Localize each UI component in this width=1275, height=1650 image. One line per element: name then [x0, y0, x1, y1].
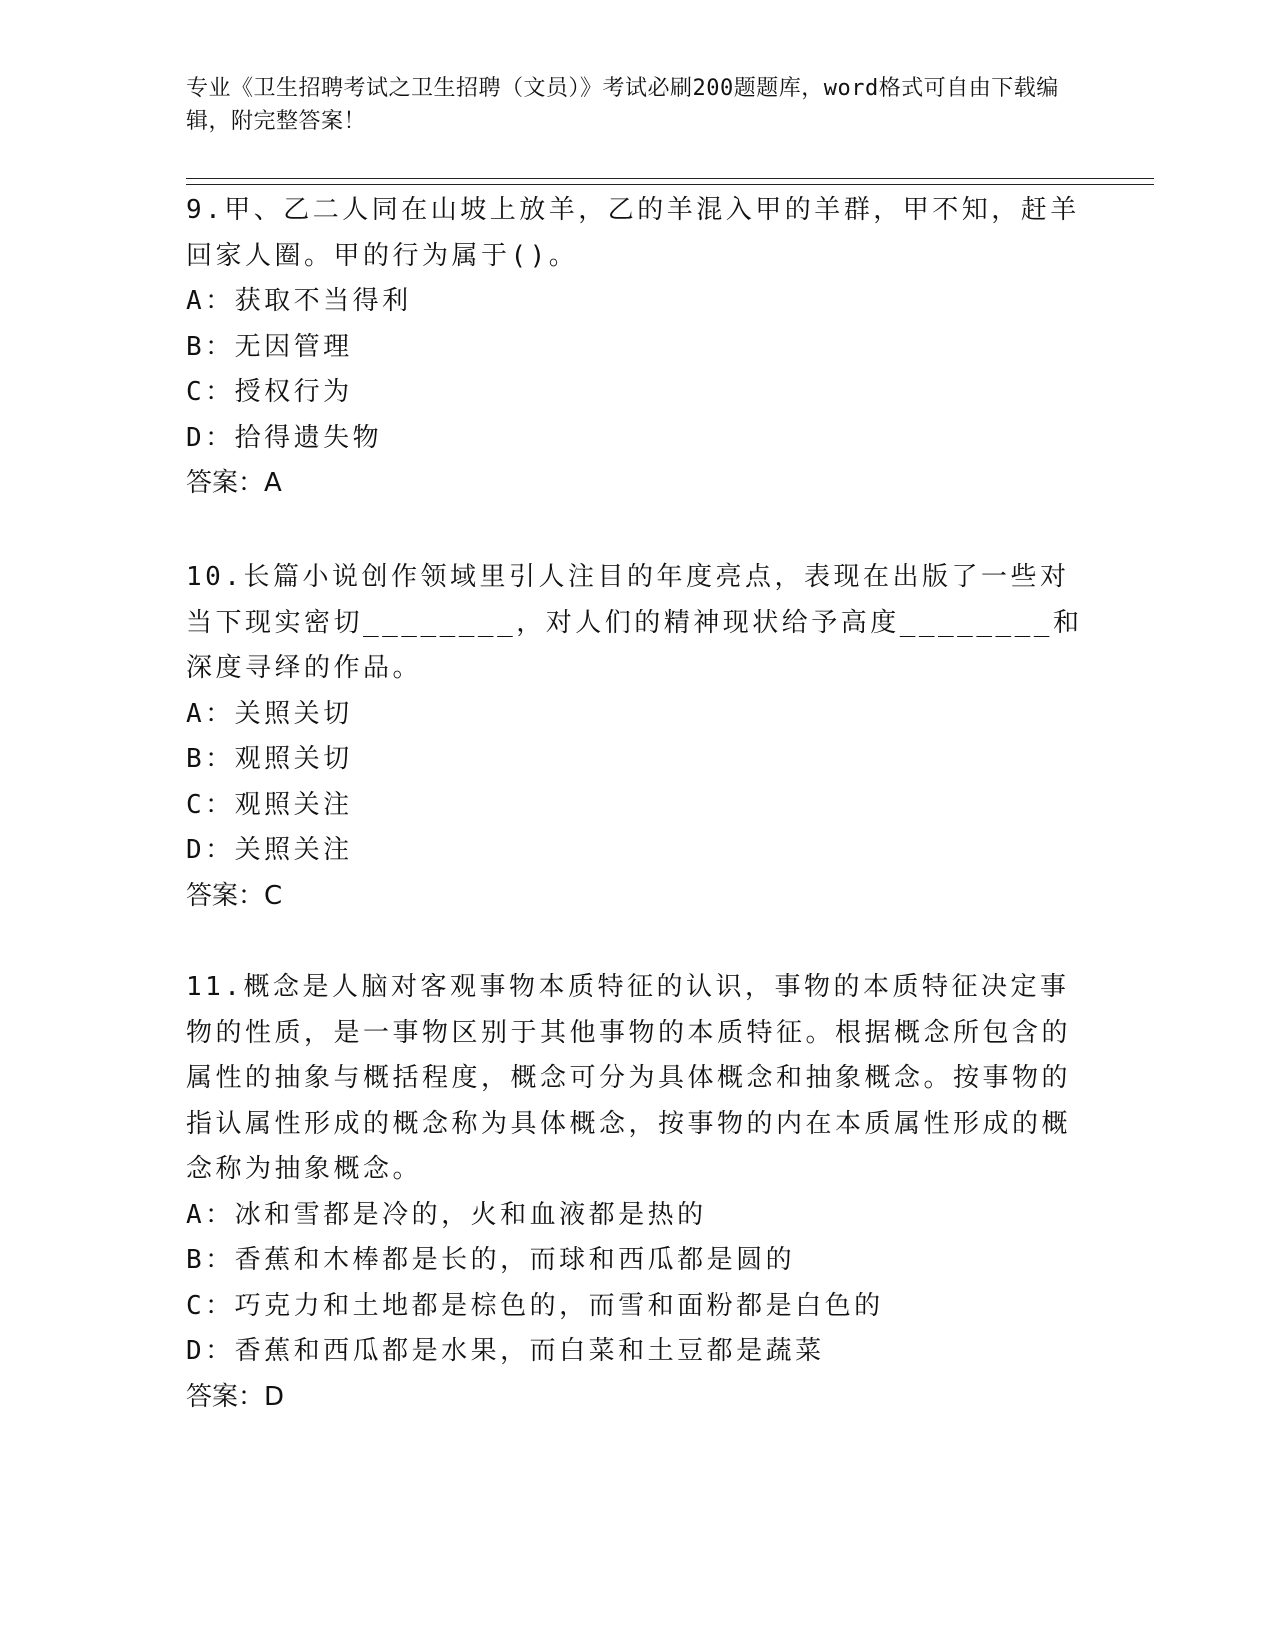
- option-c: C：授权行为: [186, 377, 353, 407]
- header-divider-bottom: [186, 184, 1154, 185]
- option-d: D：香蕉和西瓜都是水果，而白菜和土豆都是蔬菜: [186, 1336, 825, 1366]
- option-a: A：冰和雪都是冷的，火和血液都是热的: [186, 1199, 707, 1230]
- question-9: [186, 188, 1086, 507]
- question-stem: 11.概念是人脑对客观事物本质特征的认识，事物的本质特征决定事物的性质，是一事物区别于其他事物的本质特征。根据概念所包含的属性的抽象与概括程度，概念可分为具体概念和抽象概念。按事物的指认属性形成的概念称为具体概念，按事物的内在本质属性形成的概念称为抽象概念。: [186, 972, 1072, 1184]
- option-b: B：观照关切: [186, 744, 353, 774]
- question-10: [186, 555, 1086, 919]
- question-stem: 9.甲、乙二人同在山坡上放羊，乙的羊混入甲的羊群，甲不知，赶羊回家人圈。甲的行为属于()。: [186, 195, 1080, 271]
- option-a: A：获取不当得利: [186, 286, 412, 316]
- header-divider-top: [186, 178, 1154, 179]
- option-d: D：关照关注: [186, 835, 353, 865]
- answer-line: 答案：D: [186, 1381, 285, 1412]
- document-header: 专业《卫生招聘考试之卫生招聘（文员）》考试必刷200题题库，word格式可自由下载编辑，附完整答案！: [186, 76, 1059, 134]
- option-d: D：拾得遗失物: [186, 422, 383, 453]
- answer-line: 答案：C: [186, 880, 283, 911]
- answer-line: 答案：A: [186, 468, 282, 498]
- option-b: B：无因管理: [186, 331, 353, 362]
- question-11: [186, 965, 1086, 1420]
- option-c: C：观照关注: [186, 789, 353, 820]
- option-b: B：香蕉和木棒都是长的，而球和西瓜都是圆的: [186, 1245, 796, 1275]
- option-c: C：巧克力和土地都是棕色的，而雪和面粉都是白色的: [186, 1290, 884, 1321]
- option-a: A：关照关切: [186, 698, 353, 729]
- question-stem: 10.长篇小说创作领域里引人注目的年度亮点，表现在出版了一些对当下现实密切________，对人们的精神现状给予高度________和深度寻绎的作品。: [186, 562, 1083, 683]
